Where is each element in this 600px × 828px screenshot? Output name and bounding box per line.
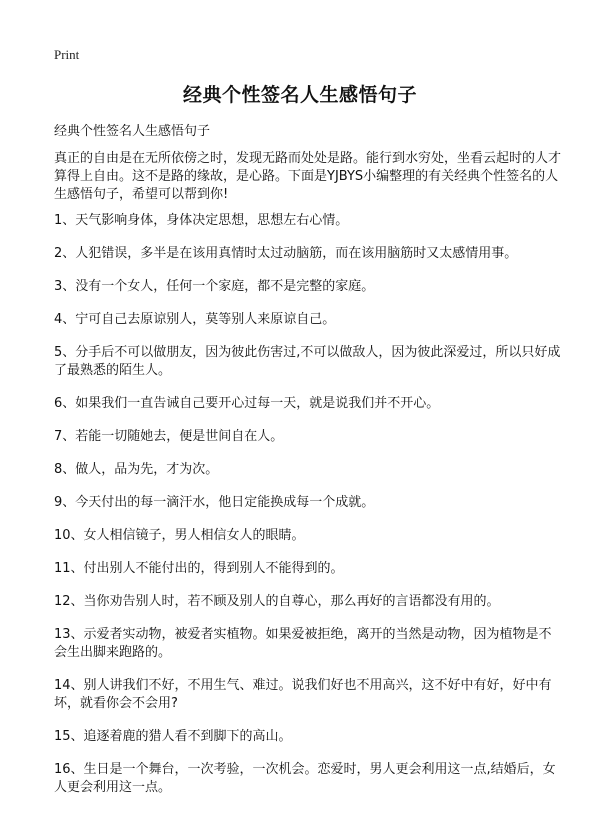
list-item: 10、女人相信镜子，男人相信女人的眼睛。: [54, 528, 305, 543]
list-item: 11、付出别人不能付出的，得到别人不能得到的。: [54, 561, 344, 576]
list-item: 3、没有一个女人，任何一个家庭，都不是完整的家庭。: [54, 279, 375, 294]
list-item: 5、分手后不可以做朋友，因为彼此伤害过,不可以做敌人，因为彼此深爱过，所以只好成了最熟悉的陌生人。: [54, 345, 561, 378]
page-title: 经典个性签名人生感悟句子: [182, 84, 417, 106]
list-item: 16、生日是一个舞台，一次考验，一次机会。恋爱时，男人更会利用这一点,结婚后，女人更会利用这一点。: [54, 762, 556, 795]
list-item: 4、宁可自己去原谅别人，莫等别人来原谅自己。: [54, 312, 336, 327]
list-item: 7、若能一切随她去，便是世间自在人。: [54, 429, 284, 444]
list-item: 12、当你劝告别人时，若不顾及别人的自尊心，那么再好的言语都没有用的。: [54, 594, 500, 609]
list-item: 9、今天付出的每一滴汗水，他日定能换成每一个成就。: [54, 495, 375, 510]
list-item: 15、追逐着鹿的猎人看不到脚下的高山。: [54, 729, 292, 744]
list-item: 1、天气影响身体，身体决定思想，思想左右心情。: [54, 213, 349, 228]
quote-list: [54, 212, 562, 812]
list-item: 14、别人讲我们不好，不用生气、难过。说我们好也不用高兴，这不好中有好，好中有坏，就看你会不会用?: [54, 678, 552, 711]
list-item: 6、如果我们一直告诫自己要开心过每一天，就是说我们并不开心。: [54, 396, 440, 411]
article-subtitle: 经典个性签名人生感悟句子: [54, 124, 211, 139]
intro-paragraph: 真正的自由是在无所依傍之时，发现无路而处处是路。能行到水穷处，坐看云起时的人才算得上自由。这不是路的缘故，是心路。下面是YJBYS小编整理的有关经典个性签名的人生感悟句子，希望可以帮到你!: [54, 151, 562, 202]
list-item: 13、示爱者实动物，被爱者实植物。如果爱被拒绝，离开的当然是动物，因为植物是不会生出脚来跑路的。: [54, 627, 552, 660]
list-item: 8、做人，品为先，才为次。: [54, 462, 219, 477]
print-link[interactable]: Print: [54, 47, 80, 62]
list-item: 2、人犯错误，多半是在该用真情时太过动脑筋，而在该用脑筋时又太感情用事。: [54, 246, 518, 261]
